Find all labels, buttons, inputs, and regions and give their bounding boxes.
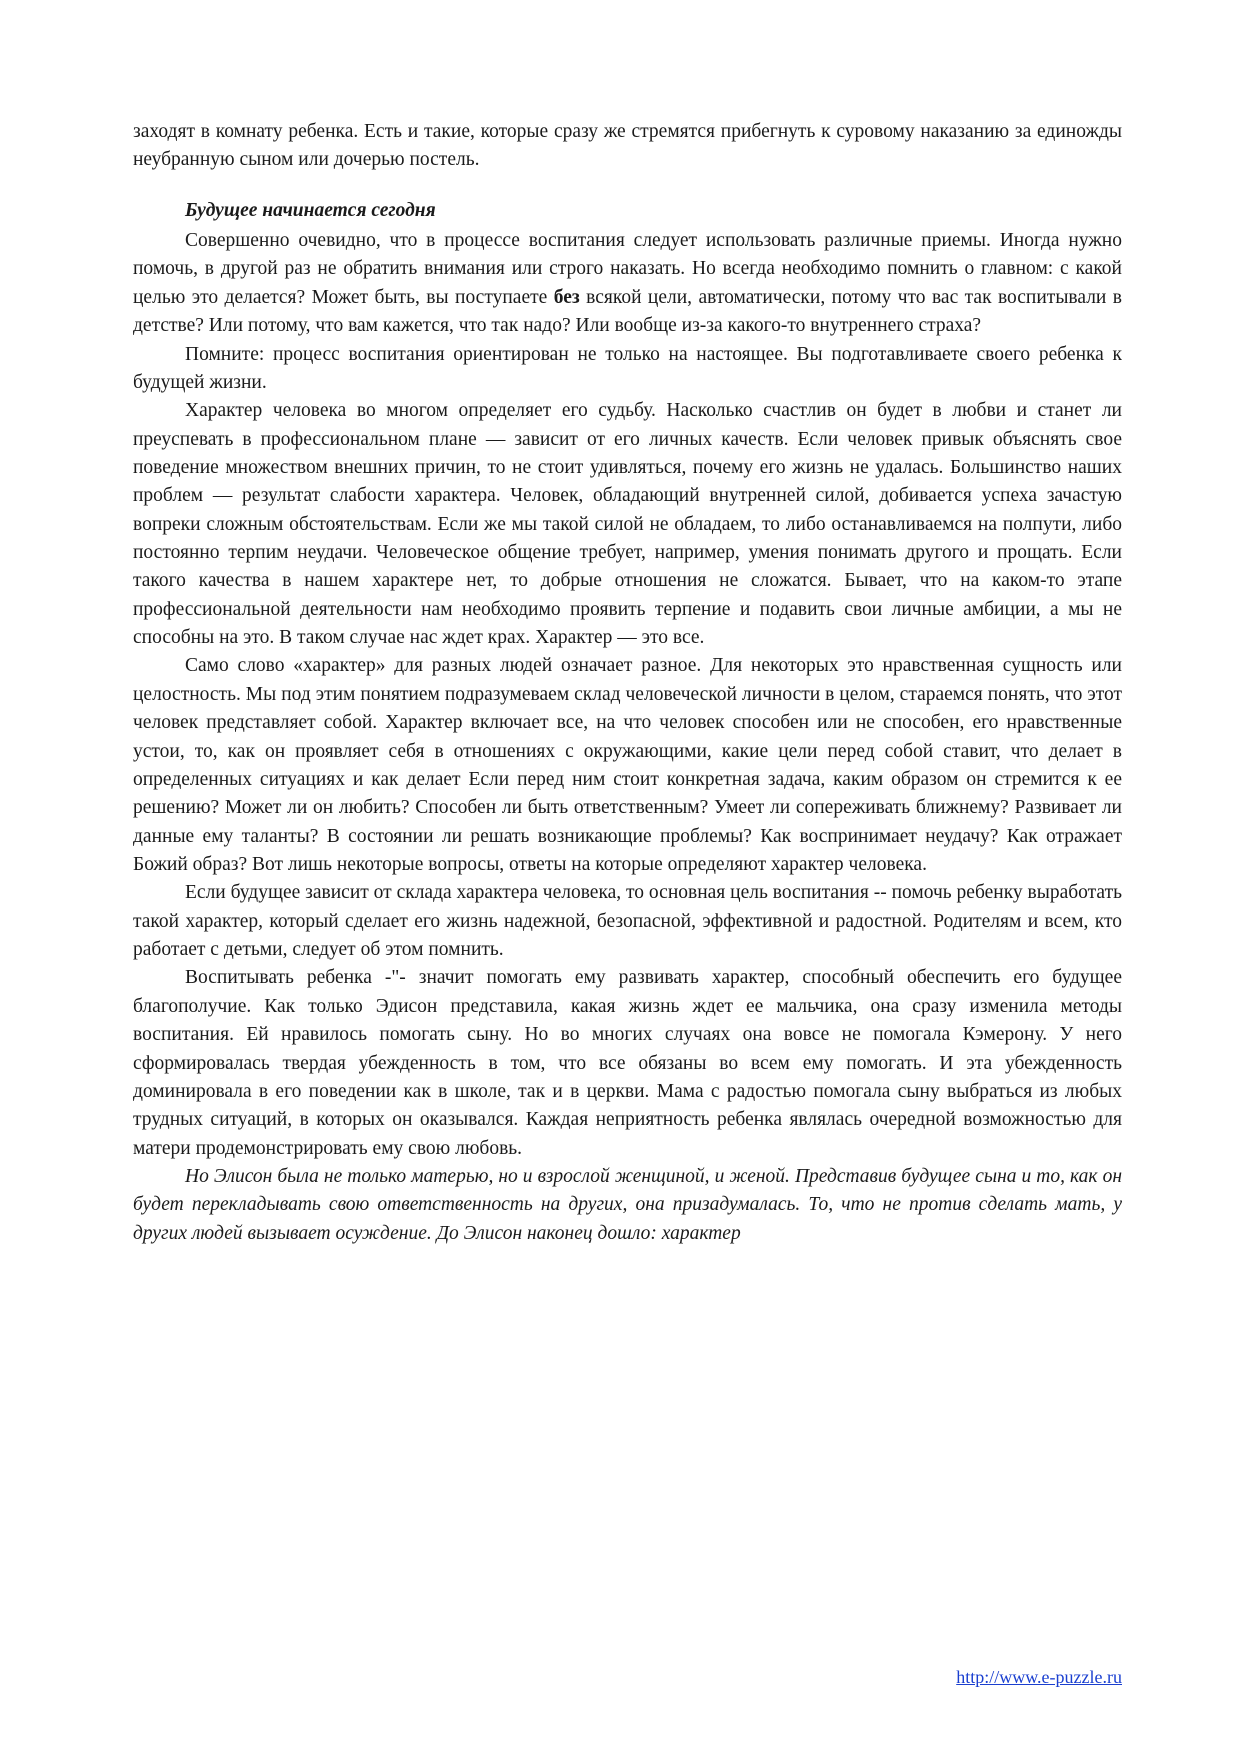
paragraph-1-bold-word: без <box>553 286 580 308</box>
paragraph-4: Само слово «характер» для разных людей означает разное. Для некоторых это нравственная сущность или целостность. Мы под этим понятием подразумеваем склад человеческой личности в целом, стараемся понять, что этот человек представляет собой. Характер включает все, на что человек способен или не способен, его нравственные устои, то, как он проявляет себя в отношениях с окружающими, какие цели перед собой ставит, что делает в определенных ситуациях и как делает Если перед ним стоит конкретная задача, каким образом он стремится к ее решению? Может ли он любить? Способен ли быть ответственным? Умеет ли сопереживать ближнему? Развивает ли данные ему таланты? В состоянии ли решать возникающие проблемы? Как воспринимает неудачу? Как отражает Божий образ? Вот лишь некоторые вопросы, ответы на которые определяют характер человека. <box>133 655 1122 875</box>
paragraph-7-italic: Но Элисон была не только матерью, но и взрослой женщиной, и женой. Представив будущее сына и то, как он будет перекладывать свою ответственность на других, она призадумалась. То, что не против сделать мать, у других людей вызывает осуждение. До Элисон наконец дошло: характер <box>133 1165 1122 1244</box>
section-heading: Будущее начинается сегодня <box>185 199 436 221</box>
page-footer <box>0 1667 1122 1688</box>
paragraph-1-text-before-bold: Совершенно очевидно, что в процессе воспитания следует использовать различные приемы. Иногда нужно помочь, в другой раз не обратить внимания или строго наказать. Но всегда необходимо помнить о главном: с какой целью это делается? Может быть, вы поступаете <box>133 230 1122 308</box>
paragraph-3: Характер человека во многом определяет его судьбу. Насколько счастлив он будет в любви и станет ли преуспевать в профессиональном плане — зависит от его личных качеств. Если человек привык объяснять свое поведение множеством внешних причин, то не стоит удивляться, почему его жизнь не удалась. Большинство наших проблем — результат слабости характера. Человек, обладающий внутренней силой, добивается успеха зачастую вопреки сложным обстоятельствам. Если же мы такой силой не обладаем, то либо останавливаемся на полпути, либо постоянно терпим неудачи. Человеческое общение требует, например, умения понимать другого и прощать. Если такого качества в нашем характере нет, то добрые отношения не сложатся. Бывает, что на каком-то этапе профессиональной деятельности нам необходимо проявить терпение и подавить свои личные амбиции, а мы не способны на это. В таком случае нас ждет крах. Характер — это все. <box>133 400 1122 649</box>
paragraph-1-text-after-bold: всякой цели, автоматически, потому что вас так воспитывали в детстве? Или потому, что вам кажется, что так надо? Или вообще из-за какого-то внутреннего страха? <box>133 286 1123 337</box>
paragraph-2: Помните: процесс воспитания ориентирован не только на настоящее. Вы подготавливаете своего ребенка к будущей жизни. <box>133 343 1122 393</box>
paragraph-5: Если будущее зависит от склада характера человека, то основная цель воспитания -- помочь ребенку выработать такой характер, который сделает его жизнь надежной, безопасной, эффективной и радостной. Родителям и всем, кто работает с детьми, следует об этом помнить. <box>133 882 1122 961</box>
paragraph-continuation: заходят в комнату ребенка. Есть и такие, которые сразу же стремятся прибегнуть к суровому наказанию за единожды неубранную сыном или дочерью постель. <box>133 121 1122 171</box>
paragraph-6: Воспитывать ребенка -"- значит помогать ему развивать характер, способный обеспечить его будущее благополучие. Как только Эдисон представила, какая жизнь ждет ее мальчика, она сразу изменила методы воспитания. Ей нравилось помогать сыну. Но во многих случаях она вовсе не помогала Кэмерону. У него сформировалась твердая убежденность в том, что все обязаны во всем ему помогать. И эта убежденность доминировала в его поведении как в школе, так и в церкви. Мама с радостью помогала сыну выбраться из любых трудных ситуаций, в которых он оказывался. Каждая неприятность ребенка являлась очередной возможностью для матери продемонстрировать ему свою любовь. <box>133 967 1122 1159</box>
document-body <box>133 118 1122 1248</box>
footer-link[interactable]: http://www.e-puzzle.ru <box>956 1667 1122 1687</box>
paragraph-1 <box>133 227 1122 340</box>
